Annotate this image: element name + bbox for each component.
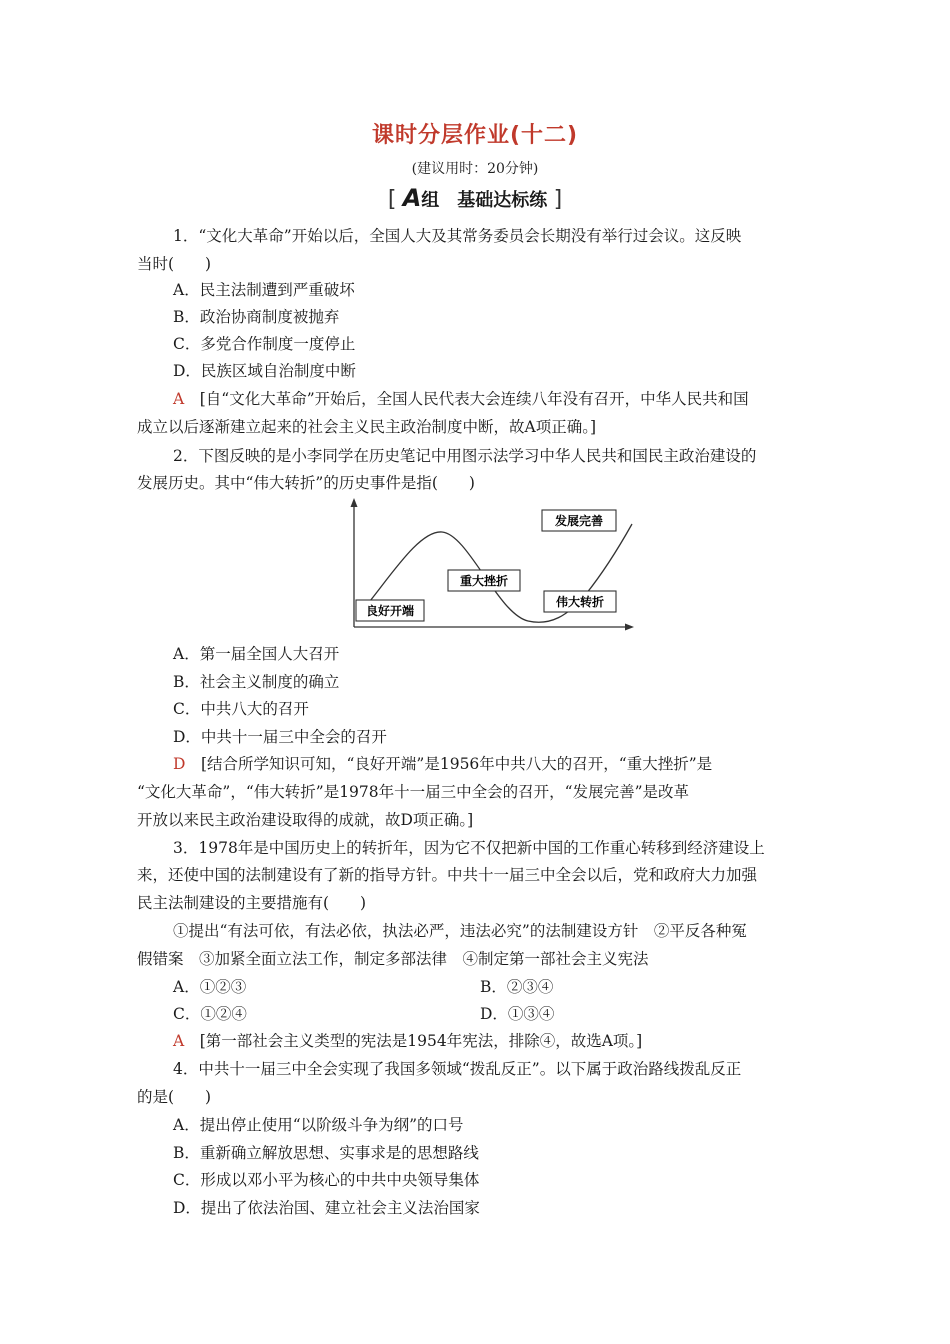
q3-option-c: C．①②④ <box>173 1005 247 1023</box>
q2-explanation-text: [结合所学知识可知，“良好开端”是1956年中共八大的召开，“重大挫折”是 <box>200 755 713 773</box>
q4-option-d: D．提出了依法治国、建立社会主义法治国家 <box>173 1199 480 1217</box>
q4-option-c: C．形成以邓小平为核心的中共中央领导集体 <box>173 1171 480 1189</box>
y-axis-arrow <box>351 498 358 507</box>
label-major-setback-text: 重大挫折 <box>459 574 509 588</box>
q3-option-a: A．①②③ <box>173 978 247 996</box>
q1-stem-line1: 1．“文化大革命”开始以后，全国人大及其常务委员会长期没有举行过会议。这反映 <box>173 227 742 245</box>
page-title: 课时分层作业(十二) <box>371 123 579 148</box>
q3-stem-line1: 3．1978年是中国历史上的转折年，因为它不仅把新中国的工作重心转移到经济建设上 <box>173 839 765 857</box>
q3-explanation-line1 <box>173 1031 642 1051</box>
q3-option-b: B．②③④ <box>480 978 554 996</box>
q3-stem-line3: 民主法制建设的主要措施有( ) <box>137 894 367 912</box>
q1-answer: A <box>173 390 185 408</box>
q1-explanation-line2: 成立以后逐渐建立起来的社会主义民主政治制度中断，故A项正确。] <box>137 418 596 436</box>
q4-option-a: A．提出停止使用“以阶级斗争为纲”的口号 <box>173 1116 464 1134</box>
x-axis-arrow <box>625 624 634 631</box>
suggested-time: (建议用时：20分钟) <box>411 161 539 177</box>
q3-explanation-text: [第一部社会主义类型的宪法是1954年宪法，排除④，故选A项。] <box>199 1032 643 1050</box>
q3-stem-line2: 来，还使中国的法制建设有了新的指导方针。中共十一届三中全会以后，党和政府大力加强 <box>137 866 758 884</box>
q1-option-a: A．民主法制遭到严重破坏 <box>173 281 355 299</box>
q4-stem-line1: 4．中共十一届三中全会实现了我国多领域“拨乱反正”。以下属于政治路线拨乱反正 <box>173 1060 742 1078</box>
q2-answer: D <box>173 755 186 773</box>
q1-explanation-text: [自“文化大革命”开始后，全国人民代表大会连续八年没有召开，中华人民共和国 <box>199 390 749 408</box>
label-develop-perfect <box>542 510 616 531</box>
q1-explanation-line1 <box>173 389 749 409</box>
q1-option-b: B．政治协商制度被抛弃 <box>173 308 340 326</box>
q3-answer: A <box>173 1032 185 1050</box>
q2-explanation-line1 <box>173 754 712 774</box>
q2-option-a: A．第一届全国人大召开 <box>173 645 340 663</box>
q1-option-d: D．民族区域自治制度中断 <box>173 362 356 380</box>
q3-option-d: D．①③④ <box>480 1005 555 1023</box>
label-great-turn-text: 伟大转折 <box>555 595 605 609</box>
trend-diagram <box>340 494 640 634</box>
label-major-setback <box>448 570 520 591</box>
q2-option-b: B．社会主义制度的确立 <box>173 673 340 691</box>
group-label: 组 基础达标练 <box>421 190 548 211</box>
q2-stem-line1: 2．下图反映的是小李同学在历史笔记中用图示法学习中华人民共和国民主政治建设的 <box>173 447 757 465</box>
label-good-start-text: 良好开端 <box>365 604 415 618</box>
q2-stem-line2: 发展历史。其中“伟大转折”的历史事件是指( ) <box>137 474 475 492</box>
group-heading <box>0 184 950 212</box>
group-letter: A <box>402 184 422 212</box>
q2-option-c: C．中共八大的召开 <box>173 700 309 718</box>
bracket-left: [ <box>387 187 397 212</box>
label-develop-perfect-text: 发展完善 <box>554 514 604 528</box>
q2-explanation-line3: 开放以来民主政治建设取得的成就，故D项正确。] <box>137 811 474 829</box>
q1-option-c: C．多党合作制度一度停止 <box>173 335 356 353</box>
label-great-turn <box>544 591 616 612</box>
q4-stem-line2: 的是( ) <box>137 1088 212 1106</box>
q4-option-b: B．重新确立解放思想、实事求是的思想路线 <box>173 1144 479 1162</box>
q1-stem-line2: 当时( ) <box>137 255 212 273</box>
label-good-start <box>356 600 424 621</box>
q2-option-d: D．中共十一届三中全会的召开 <box>173 728 387 746</box>
history-trend-figure <box>340 494 640 634</box>
bracket-right: ] <box>553 187 563 212</box>
q3-items-line2: 假错案 ③加紧全面立法工作，制定多部法律 ④制定第一部社会主义宪法 <box>137 950 649 968</box>
q3-items-line1: ①提出“有法可依，有法必依，执法必严，违法必究”的法制建设方针 ②平反各种冤 <box>173 922 747 940</box>
q2-explanation-line2: “文化大革命”，“伟大转折”是1978年十一届三中全会的召开，“发展完善”是改革 <box>137 783 689 801</box>
